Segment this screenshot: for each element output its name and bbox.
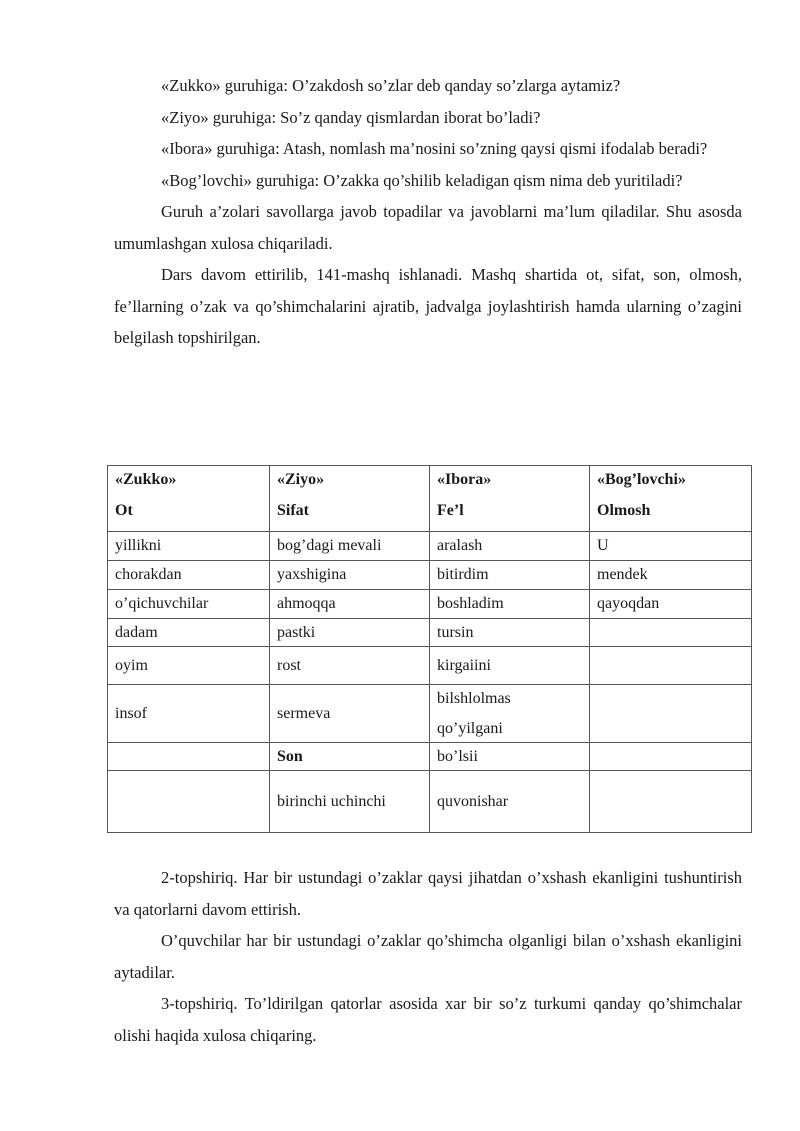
- table-cell: bog’dagi mevali: [270, 532, 430, 561]
- table-cell: boshladim: [430, 590, 590, 619]
- table-row: [108, 590, 752, 619]
- table-cell: rost: [270, 647, 430, 685]
- table-cell: [590, 685, 752, 743]
- word-category-table: [107, 465, 751, 833]
- table-cell: insof: [108, 685, 270, 743]
- table-cell: [108, 771, 270, 833]
- table-cell: [590, 743, 752, 771]
- table-cell: quvonishar: [430, 771, 590, 833]
- document-body-bottom: [114, 862, 742, 1051]
- paragraph-students-answer: O’quvchilar har bir ustundagi o’zaklar qo’shimcha olganligi bilan o’xshash ekanligini aytadilar.: [114, 931, 742, 982]
- table-cell: [590, 619, 752, 647]
- header-group-label: «Ziyo»: [277, 471, 325, 488]
- table-cell: dadam: [108, 619, 270, 647]
- cell-line-1: bilshlolmas: [437, 689, 511, 707]
- header-category-label: Ot: [115, 502, 133, 519]
- table-cell: oyim: [108, 647, 270, 685]
- question-ziyo: «Ziyo» guruhiga: So’z qanday qismlardan iborat bo’ladi?: [161, 107, 541, 127]
- table-cell: [108, 743, 270, 771]
- question-zukko: «Zukko» guruhiga: O’zakdosh so’zlar deb qanday so’zlarga aytamiz?: [161, 76, 621, 95]
- header-category-label: Olmosh: [597, 502, 651, 519]
- table-cell-son-heading: Son: [270, 743, 430, 771]
- paragraph-group-answers: Guruh a’zolari savollarga javob topadilar va javoblarni ma’lum qiladilar. Shu asosda umumlashgan xulosa chiqariladi.: [114, 202, 742, 253]
- table-cell: [590, 771, 752, 833]
- table-row: [108, 771, 752, 833]
- table-cell: bo’lsii: [430, 743, 590, 771]
- question-boglovchi: «Bog’lovchi» guruhiga: O’zakka qo’shilib keladigan qism nima deb yuritiladi?: [161, 170, 683, 190]
- header-ibora: [430, 466, 590, 532]
- header-boglovchi: [590, 466, 752, 532]
- task-2: 2-topshiriq. Har bir ustundagi o’zaklar qaysi jihatdan o’xshash ekanligini tushuntirish va qatorlarni davom ettirish.: [114, 868, 742, 919]
- table-cell: o’qichuvchilar: [108, 590, 270, 619]
- table-cell: yillikni: [108, 532, 270, 561]
- table-row: [108, 647, 752, 685]
- table-cell: U: [590, 532, 752, 561]
- header-category-label: Sifat: [277, 502, 309, 519]
- table-header-row: [108, 466, 752, 532]
- task-3: 3-topshiriq. To’ldirilgan qatorlar asosida xar bir so’z turkumi qanday qo’shimchalar olishi haqida xulosa chiqaring.: [114, 994, 742, 1045]
- table-row: [108, 743, 752, 771]
- header-group-label: «Bog’lovchi»: [597, 471, 686, 488]
- table-cell: mendek: [590, 561, 752, 590]
- table-cell: [590, 647, 752, 685]
- header-ziyo: [270, 466, 430, 532]
- table-cell: birinchi uchinchi: [270, 771, 430, 833]
- table-row: [108, 619, 752, 647]
- table-cell: bitirdim: [430, 561, 590, 590]
- table-cell: aralash: [430, 532, 590, 561]
- header-category-label: Fe’l: [437, 502, 464, 519]
- table-cell: kirgaiini: [430, 647, 590, 685]
- header-group-label: «Ibora»: [437, 471, 492, 488]
- table-cell: ahmoqqa: [270, 590, 430, 619]
- table-cell: sermeva: [270, 685, 430, 743]
- question-ibora: «Ibora» guruhiga: Atash, nomlash ma’nosini so’zning qaysi qismi ifodalab beradi?: [161, 139, 708, 158]
- table-cell: pastki: [270, 619, 430, 647]
- document-body-top: [114, 70, 742, 354]
- header-zukko: [108, 466, 270, 532]
- table-row: [108, 561, 752, 590]
- table-cell: tursin: [430, 619, 590, 647]
- cell-line-2: qo’yilgani: [437, 719, 503, 737]
- table-row: [108, 532, 752, 561]
- header-group-label: «Zukko»: [115, 471, 177, 488]
- table-cell-two-line: [430, 685, 590, 743]
- table-cell: yaxshigina: [270, 561, 430, 590]
- paragraph-exercise-141: Dars davom ettirilib, 141-mashq ishlanadi. Mashq shartida ot, sifat, son, olmosh, fe’llarning o’zak va qo’shimchalarini ajratib, jadvalga joylashtirish hamda ularning o’zagini belgilash topshirilgan.: [114, 265, 742, 347]
- table-cell: qayoqdan: [590, 590, 752, 619]
- table-row: [108, 685, 752, 743]
- table-cell: chorakdan: [108, 561, 270, 590]
